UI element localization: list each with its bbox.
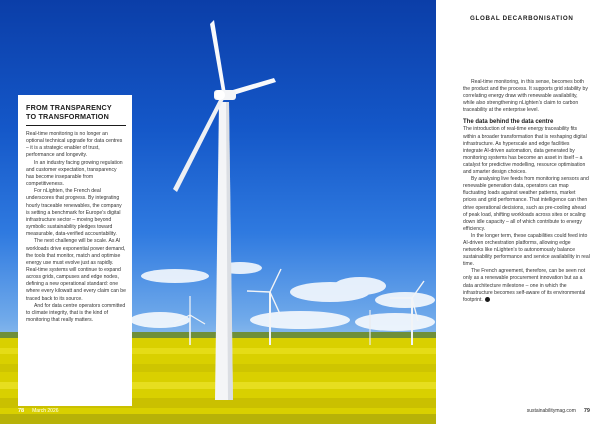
sidebar-paragraph: And for data centre operators committed to climate integrity, that is the kind of monitoring that really matters. xyxy=(26,302,126,324)
sidebar-title-line-2: TO TRANSFORMATION xyxy=(26,112,109,121)
article-paragraph: By analysing live feeds from monitoring sensors and renewable generation data, operators can map fluctuating loads against weather patterns, market prices and grid performance. That intelligence can then drive operational decisions, such as pre-cooling ahead of peak load, shifting workloads across sites or scaling down idle capacity – all of which contribute to energy efficiency. xyxy=(463,176,589,232)
sidebar-box xyxy=(18,95,132,406)
section-tag: GLOBAL DECARBONISATION xyxy=(470,15,574,22)
issue-date: March 2026 xyxy=(32,408,59,414)
sidebar-paragraph: For nLighten, the French deal underscores that progress. By integrating hourly traceable renewables, the company is setting a benchmark for Europe’s digital infrastructure sector – moving beyond symbolic sustainability pledges toward measurable, data-verified accountability. xyxy=(26,188,122,238)
article-paragraph-text: The French agreement, therefore, can be seen not only as a renewable procurement innovation but as a data architecture milestone – one in which the infrastructure becomes self-aware of its environmental footprint. xyxy=(463,268,586,303)
sidebar-title xyxy=(26,103,126,121)
folio-left xyxy=(18,408,59,414)
article-subheading: The data behind the data centre xyxy=(463,119,554,126)
sidebar-title-line-1: FROM TRANSPARENCY xyxy=(26,103,112,112)
article-closing-paragraph xyxy=(463,268,590,303)
right-page xyxy=(436,0,600,424)
sidebar-paragraph: Real-time monitoring is no longer an optional technical upgrade for data centres – it is a strategic enabler of trust, performance and longevity. xyxy=(26,131,123,159)
article-column xyxy=(463,79,590,304)
clouds xyxy=(130,262,435,331)
article-paragraph: The introduction of real-time energy traceability fits within a broader transformation that is reshaping digital infrastructure. As hyperscale and edge facilities integrate AI-driven automation, data generated by monitoring systems has become an asset in itself – a catalyst for predictive modelling, resource optimisation and smarter design choices. xyxy=(463,126,587,176)
right-page-number: 79 xyxy=(583,408,590,414)
magazine-site: sustainabilitymag.com xyxy=(526,408,576,414)
article-paragraph: In the longer term, these capabilities could feed into AI-driven orchestration platforms, allowing edge networks like nLighten’s to autonomously balance sustainability performance and service availability in real time. xyxy=(463,232,590,268)
end-of-article-mark-icon xyxy=(485,297,490,302)
left-page-number: 78 xyxy=(18,408,25,414)
folio-right xyxy=(527,408,590,414)
sidebar-divider xyxy=(26,125,126,126)
sidebar-paragraph: The next challenge will be scale. As AI workloads drive exponential power demand, the tools that monitor, match and optimise energy use must evolve just as rapidly. Real-time systems will continue to expand across grids, campuses and edge nodes, defining a new operational standard: one where every kilowatt and every claim can be traced back to its source. xyxy=(26,238,126,302)
sidebar-paragraph: In an industry facing growing regulation and customer expectation, transparency has become inseparable from competitiveness. xyxy=(26,159,123,188)
article-intro: Real-time monitoring, in this sense, becomes both the product and the process. It supports grid stability by correlating energy draw with renewable availability, while also strengthening nLighten’s claim to carbon traceability at the enterprise level. xyxy=(463,79,588,114)
